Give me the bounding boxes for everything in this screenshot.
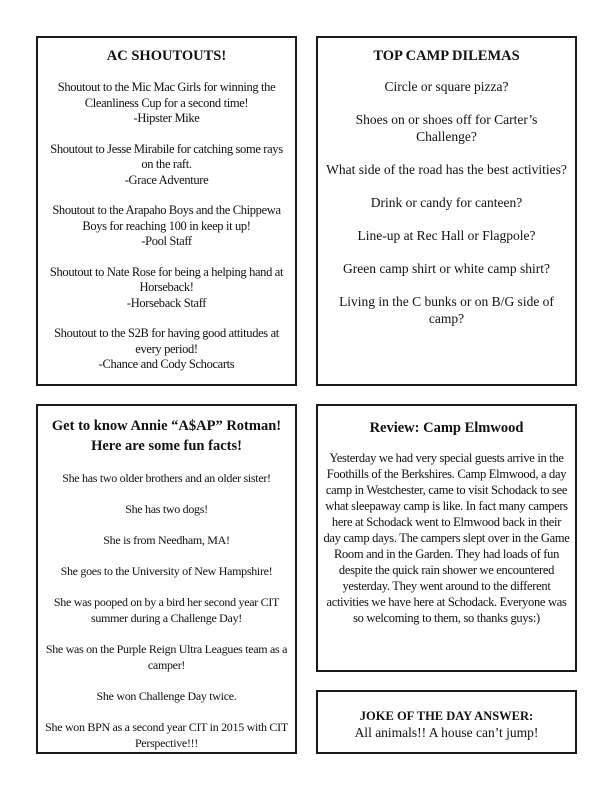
shoutout-signature: -Horseback Staff xyxy=(126,295,207,310)
shoutout-item xyxy=(44,80,289,127)
joke-title: JOKE OF THE DAY ANSWER: xyxy=(359,709,534,723)
dilema-item: Line-up at Rec Hall or Flagpole? xyxy=(357,228,536,243)
fun-fact-item: She won BPN as a second year CIT in 2015 with CIT Perspective!!! xyxy=(45,720,288,750)
shoutout-item xyxy=(44,203,289,250)
dilema-item: What side of the road has the best activities? xyxy=(326,162,567,177)
fun-facts-title: Get to know Annie “A$AP” Rotman! Here are some fun facts! xyxy=(51,418,282,454)
fun-fact-item: She has two older brothers and an older sister! xyxy=(62,471,271,485)
fun-fact-item: She has two dogs! xyxy=(125,502,208,516)
dilema-item: Shoes on or shoes off for Carter’s Challenge? xyxy=(355,112,538,144)
shoutout-text: Shoutout to the Mic Mac Girls for winning the Cleanliness Cup for a second time! xyxy=(57,80,276,110)
fun-fact-item: She was on the Purple Reign Ultra Leagues team as a camper! xyxy=(45,642,288,672)
shoutout-signature: -Grace Adventure xyxy=(124,172,209,187)
fun-fact-item: She goes to the University of New Hampshire! xyxy=(60,564,273,578)
dilemas-panel xyxy=(316,36,577,386)
shoutout-item xyxy=(44,142,289,189)
fun-facts-panel xyxy=(36,404,297,754)
shoutout-text: Shoutout to Nate Rose for being a helping hand at Horseback! xyxy=(49,264,284,294)
shoutout-signature: -Hipster Mike xyxy=(133,111,200,125)
joke-answer: All animals!! A house can’t jump! xyxy=(354,725,539,740)
dilema-item: Green camp shirt or white camp shirt? xyxy=(343,261,550,276)
fun-fact-item: She was pooped on by a bird her second year CIT summer during a Challenge Day! xyxy=(53,595,280,625)
dilema-item: Circle or square pizza? xyxy=(384,79,509,94)
shoutout-item xyxy=(44,326,289,373)
review-title: Review: Camp Elmwood xyxy=(369,420,524,436)
dilemas-title: TOP CAMP DILEMAS xyxy=(373,48,520,64)
fun-fact-item: She won Challenge Day twice. xyxy=(96,689,237,703)
review-body: Yesterday we had very special guests arrive in the Foothills of the Berkshires. Camp Elmwood, a day camp in Westchester, came to visit Schodack to see what sleepaway camp is like. In fact many campers here at Schodack went to Elmwood back in their day camp days. The campers slept over in the Game Room and in the Garden. They had loads of fun despite the quick rain shower we encountered yesterday. They went around to the different activities we have here at Schodack. Everyone was so welcoming to them, so thanks guys:) xyxy=(323,451,570,625)
shoutout-text: Shoutout to the S2B for having good attitudes at every period! xyxy=(54,326,279,356)
shoutout-signature: -Pool Staff xyxy=(141,234,192,248)
shoutout-text: Shoutout to the Arapaho Boys and the Chippewa Boys for reaching 100 in keep it up! xyxy=(52,203,281,233)
review-panel xyxy=(316,404,577,672)
shoutout-text: Shoutout to Jesse Mirabile for catching some rays on the raft. xyxy=(50,141,283,171)
dilema-item: Living in the C bunks or on B/G side of camp? xyxy=(339,294,554,326)
shoutout-item xyxy=(44,265,289,312)
fun-fact-item: She is from Needham, MA! xyxy=(103,533,230,547)
shoutouts-panel xyxy=(36,36,297,386)
joke-panel xyxy=(316,690,577,754)
shoutout-signature: -Chance and Cody Schocarts xyxy=(98,357,235,371)
dilema-item: Drink or candy for canteen? xyxy=(370,195,523,210)
shoutouts-title: AC SHOUTOUTS! xyxy=(106,48,227,64)
